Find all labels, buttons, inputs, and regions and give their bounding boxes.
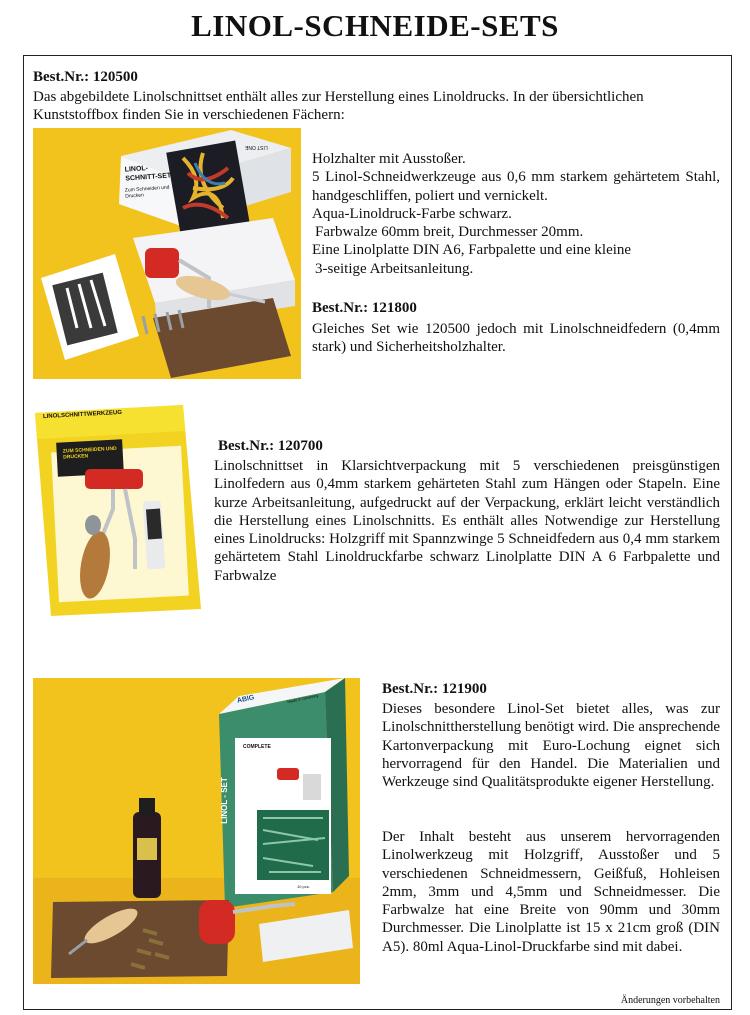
- item-text-121800: Gleiches Set wie 120500 jedoch mit Linolschneidfedern (0,4mm stark) und Sicherheitsholzhalter.: [312, 321, 720, 356]
- box-side-label: LINOL - SET: [219, 777, 229, 824]
- box-label: LINOL-SCHNITT-SET: [124, 164, 172, 183]
- item-text-120700: Linolschnittset in Klarsichtverpackung mit 5 verschiedenen preisgünstigen Linolfedern aus 0,4mm starkem gehärteten Stahl zum Hängen oder Stapeln. Eine kurze Arbeitsanleitung, aufgedruckt auf der Verpackung, erklärt leicht verständlich die Herstellung eines Linolschnitts. Es enthält alles Notwendige zur Herstellung eines Linoldrucks: Holzgriff mit Spannzwinge 5 Schneidfedern aus 0,4 mm starkem gehärtetem Stahl Linoldruckfarbe schwarz Linolplatte DIN A 6 Farbpalette und Farbwalze: [214, 458, 720, 584]
- pack-subheader: ZUM SCHNEIDEN UND DRUCKEN: [62, 445, 117, 461]
- content-line-tools: 5 Linol-Schneidwerkzeuge aus 0,6 mm starkem gehärtetem Stahl, handgeschliffen, poliert und vernickelt.: [312, 169, 720, 204]
- product-photo-121900: [33, 678, 360, 984]
- item-number-121800: Best.Nr.: 121800: [312, 300, 417, 316]
- box-complete: COMPLETE: [243, 744, 271, 750]
- content-line-ink: Aqua-Linoldruck-Farbe schwarz.: [312, 205, 512, 222]
- item-number-120500: Best.Nr.: 120500: [33, 69, 138, 85]
- product-photo-120700: [33, 405, 203, 616]
- box-sublabel: Zum Schneiden und Drucken: [124, 184, 170, 200]
- product-photo-120500: [33, 128, 301, 379]
- item-number-120700: Best.Nr.: 120700: [218, 438, 323, 454]
- footer-note: Änderungen vorbehalten: [620, 995, 720, 1006]
- item-intro-120500: Das abgebildete Linolschnittset enthält alles zur Herstellung eines Linoldrucks. In der übersichtlichen Kunststoffbox finden Sie in verschiedenen Fächern:: [33, 89, 644, 124]
- content-line-roller: Farbwalze 60mm breit, Durchmesser 20mm.: [315, 224, 584, 241]
- content-line-plate: Eine Linolplatte DIN A6, Farbpalette und eine kleine: [312, 242, 632, 259]
- content-line-holder: Holzhalter mit Ausstoßer.: [312, 151, 466, 167]
- page-title: LINOL-SCHNEIDE-SETS: [191, 8, 559, 43]
- content-line-instructions: 3-seitige Arbeitsanleitung.: [315, 260, 474, 277]
- item-number-121900: Best.Nr.: 121900: [382, 681, 487, 697]
- box-made-in: Made in Germany: [286, 692, 319, 705]
- item-contents-120500: [312, 150, 720, 278]
- box-brand: ABIG: [236, 694, 256, 705]
- box-logo: LIST ONE: [245, 144, 268, 150]
- item-text-121900-contents: Der Inhalt besteht aus unserem hervorragenden Linolwerkzeug mit Holzgriff, Ausstoßer und 5 verschiedenen Schneidmessern, Geißfuß, Hohleisen 2mm, 3mm und 4,5mm und Schneidmesser. Die Farbwalze hat eine Breite von 90mm und 30mm Durchmesser. Die Linolplatte ist 15 x 21cm groß (DIN A5). 80ml Aqua-Linol-Druckfarbe sind mit dabei.: [382, 829, 720, 955]
- item-text-121900-intro: Dieses besondere Linol-Set bietet alles, was zur Linolschnittherstellung benötigt wird. Die ansprechende Kartonverpackung mit Euro-Lochung eignet sich hervorragend für den Handel. Die Materialien und Werkzeuge sind Qualitätsprodukte eigener Herstellung.: [382, 701, 720, 791]
- box-pcs: 10 pcs.: [297, 884, 310, 889]
- pack-header: LINOLSCHNITTWERKZEUG: [42, 409, 123, 421]
